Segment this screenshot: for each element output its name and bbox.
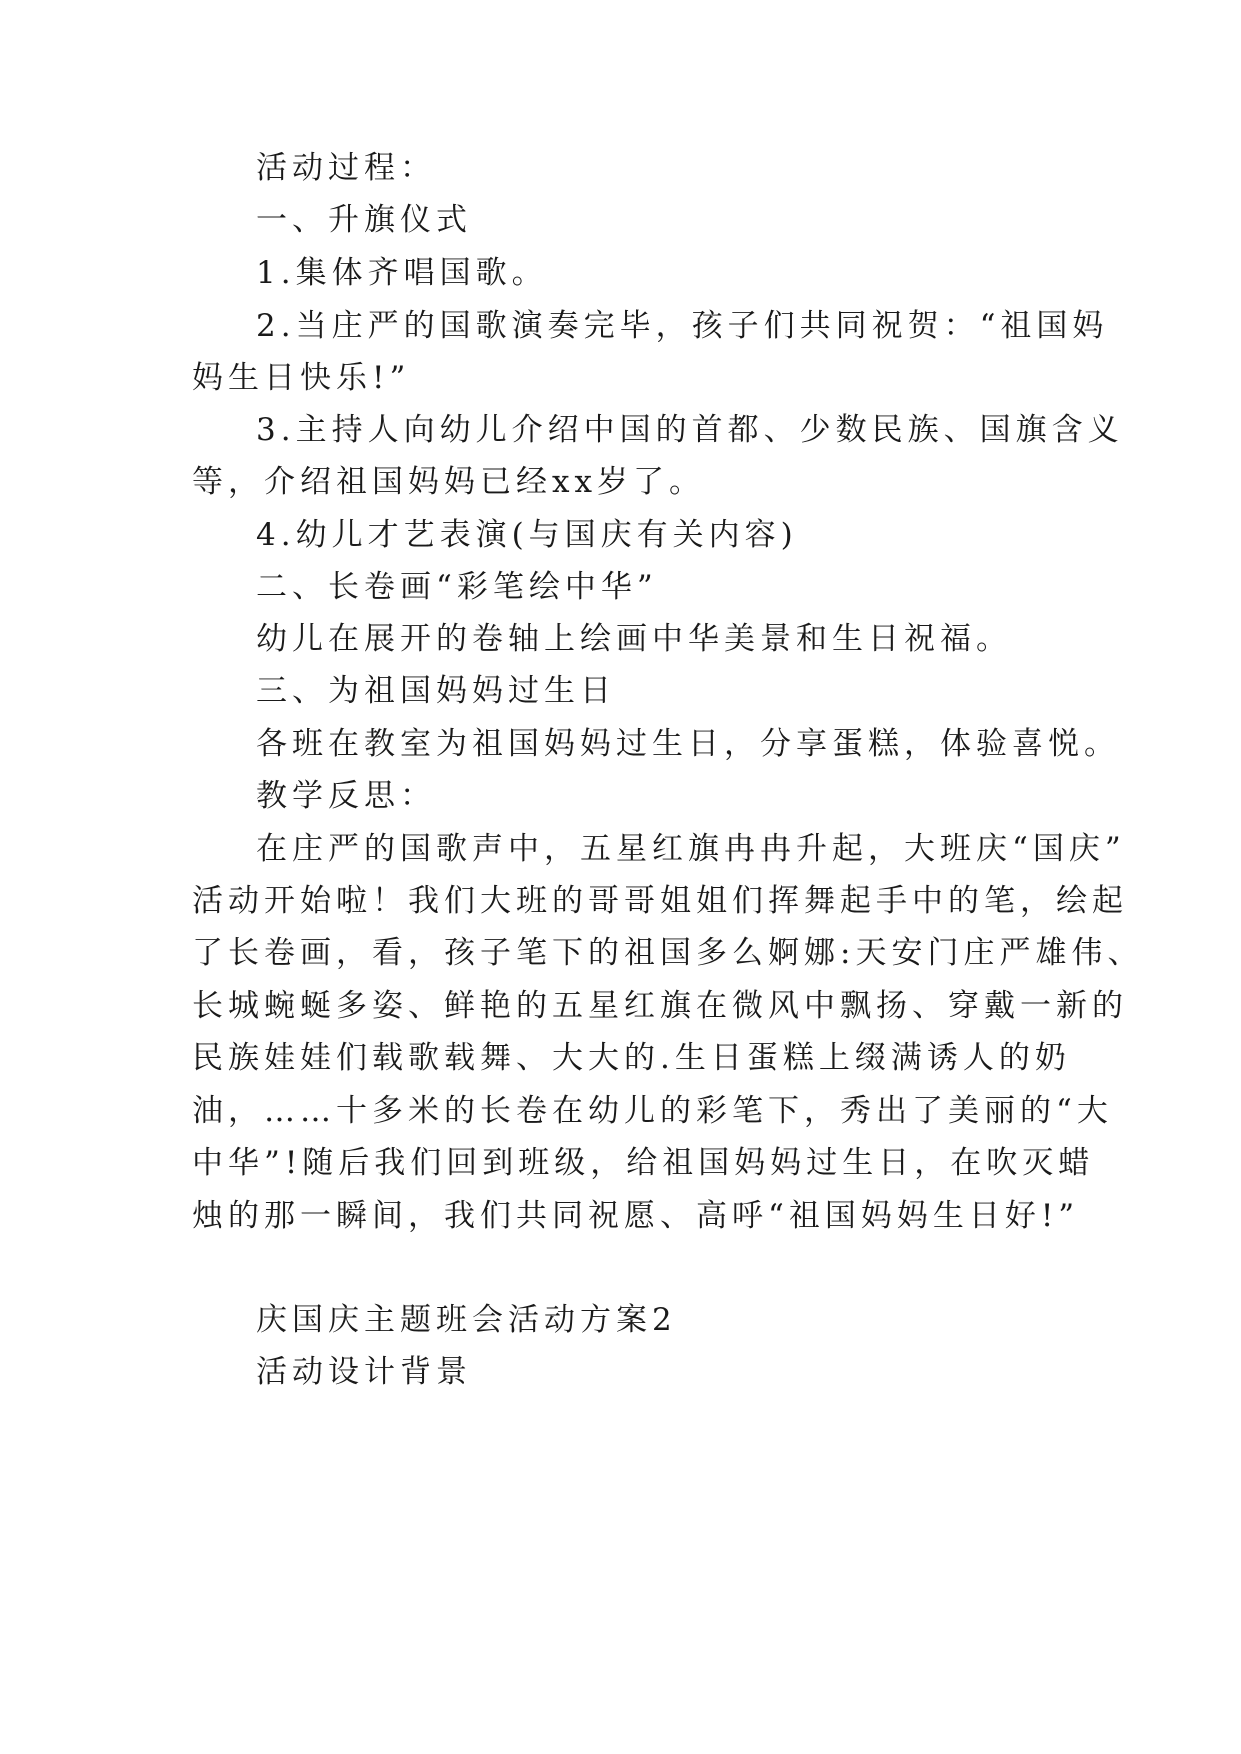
document-title-2: 庆国庆主题班会活动方案2 [256, 1302, 677, 1338]
paragraph-line: 中华”!随后我们回到班级，给祖国妈妈过生日，在吹灭蜡 [192, 1145, 1095, 1181]
paragraph-line: 活动开始啦！我们大班的哥哥姐姐们挥舞起手中的笔，绘起 [192, 883, 1128, 919]
paragraph-line: 烛的那一瞬间，我们共同祝愿、高呼“祖国妈妈生日好!” [192, 1198, 1080, 1234]
subheading-flag-raising: 一、升旗仪式 [256, 202, 472, 238]
paragraph-line: 等，介绍祖国妈妈已经xx岁了。 [192, 464, 705, 500]
subheading-birthday: 三、为祖国妈妈过生日 [256, 673, 616, 709]
section-heading-activity-process: 活动过程： [256, 150, 436, 186]
subheading-scroll-painting: 二、长卷画“彩笔绘中华” [256, 569, 658, 605]
paragraph-line: 1.集体齐唱国歌。 [256, 255, 548, 291]
section-heading-design-background: 活动设计背景 [256, 1354, 472, 1390]
paragraph-line: 幼儿在展开的卷轴上绘画中华美景和生日祝福。 [256, 621, 1012, 657]
paragraph-line: 了长卷画，看，孩子笔下的祖国多么婀娜:天安门庄严雄伟、 [192, 935, 1144, 971]
paragraph-line: 2.当庄严的国歌演奏完毕，孩子们共同祝贺：“祖国妈 [256, 308, 1109, 344]
paragraph-line: 油，……十多米的长卷在幼儿的彩笔下，秀出了美丽的“大 [192, 1093, 1113, 1129]
paragraph-line: 各班在教室为祖国妈妈过生日，分享蛋糕，体验喜悦。 [256, 726, 1120, 762]
paragraph-line: 在庄严的国歌声中，五星红旗冉冉升起，大班庆“国庆” [256, 831, 1126, 867]
paragraph-line: 长城蜿蜒多姿、鲜艳的五星红旗在微风中飘扬、穿戴一新的 [192, 988, 1128, 1024]
paragraph-line: 4.幼儿才艺表演(与国庆有关内容) [256, 517, 798, 553]
section-heading-reflection: 教学反思： [256, 778, 436, 814]
paragraph-line: 民族娃娃们载歌载舞、大大的.生日蛋糕上缀满诱人的奶 [192, 1040, 1071, 1076]
paragraph-line: 3.主持人向幼儿介绍中国的首都、少数民族、国旗含义 [256, 412, 1124, 448]
paragraph-line: 妈生日快乐!” [192, 360, 411, 396]
